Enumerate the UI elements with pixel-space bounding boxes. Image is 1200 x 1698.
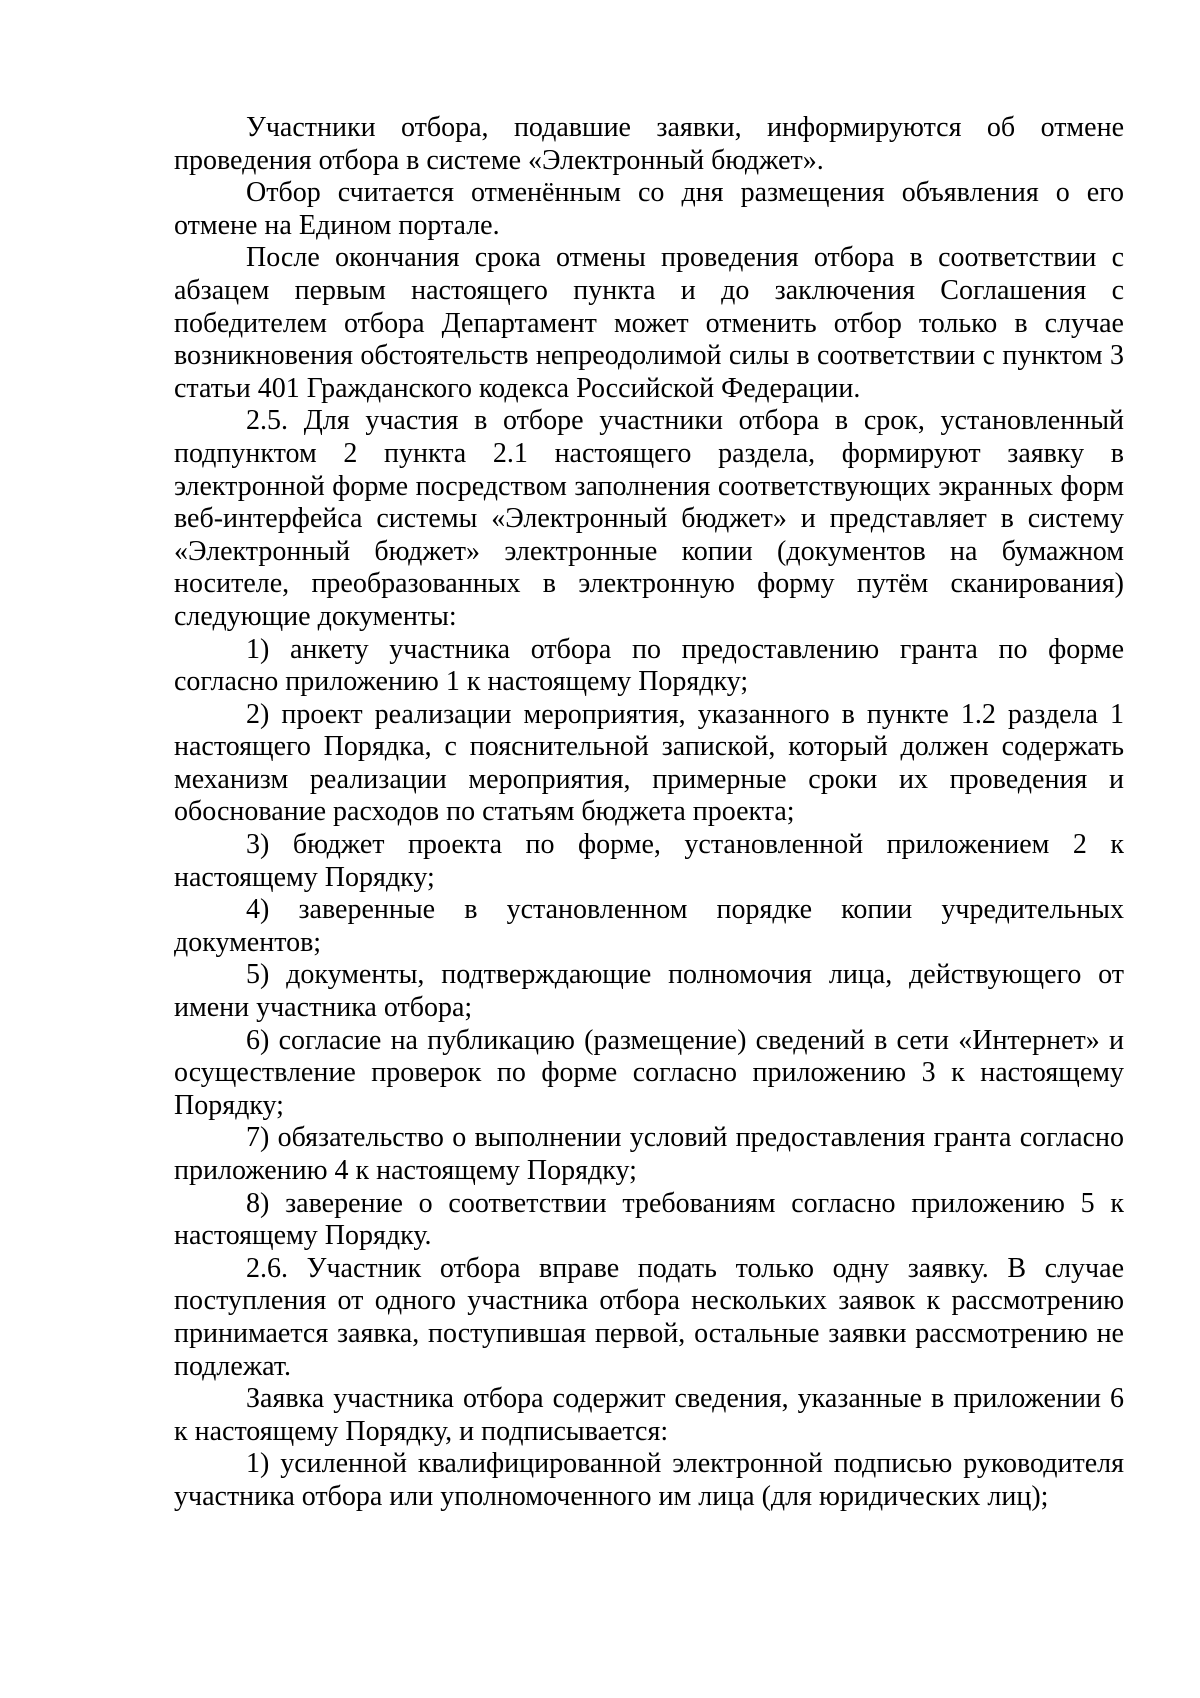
list-item-3-budget: 3) бюджет проекта по форме, установленной приложением 2 к настоящему Порядку; [174, 829, 1124, 893]
list-item-1-signature: 1) усиленной квалифицированной электронной подписью руководителя участника отбора или уполномоченного им лица (для юридических лиц); [174, 1448, 1124, 1512]
paragraph-2-5: 2.5. Для участия в отборе участники отбора в срок, установленный подпунктом 2 пункта 2.1 настоящего раздела, формируют заявку в электронной форме посредством заполнения соответствующих экранных форм веб-интерфейса системы «Электронный бюджет» и представляет в систему «Электронный бюджет» электронные копии (документов на бумажном носителе, преобразованных в электронную форму путём сканирования) следующие документы: [174, 405, 1124, 632]
list-item-7-obligation: 7) обязательство о выполнении условий предоставления гранта согласно приложению 4 к настоящему Порядку; [174, 1122, 1124, 1186]
list-item-2-project: 2) проект реализации мероприятия, указанного в пункте 1.2 раздела 1 настоящего Порядка, с пояснительной запиской, который должен содержать механизм реализации мероприятия, примерные сроки их проведения и обоснование расходов по статьям бюджета проекта; [174, 698, 1124, 828]
list-item-1-questionnaire: 1) анкету участника отбора по предоставлению гранта по форме согласно приложению 1 к настоящему Порядку; [174, 633, 1124, 698]
paragraph-2-6: 2.6. Участник отбора вправе подать только одну заявку. В случае поступления от одного участника отбора нескольких заявок к рассмотрению принимается заявка, поступившая первой, остальные заявки рассмотрению не подлежат. [174, 1252, 1124, 1382]
list-item-8-assurance: 8) заверение о соответствии требованиям согласно приложению 5 к настоящему Порядку. [174, 1187, 1124, 1252]
paragraph-force-majeure: После окончания срока отмены проведения отбора в соответствии с абзацем первым настоящего пункта и до заключения Соглашения с победителем отбора Департамент может отменить отбор только в случае возникновения обстоятельств непреодолимой силы в соответствии с пунктом 3 статьи 401 Гражданского кодекса Российской Федерации. [174, 242, 1124, 404]
paragraph-application-content: Заявка участника отбора содержит сведения, указанные в приложении 6 к настоящему Порядку, и подписывается: [174, 1383, 1124, 1447]
list-item-4-founding-docs: 4) заверенные в установленном порядке копии учредительных документов; [174, 894, 1124, 958]
paragraph-cancellation-date: Отбор считается отменённым со дня размещения объявления о его отмене на Едином портале. [174, 177, 1124, 241]
paragraph-cancellation-notice: Участники отбора, подавшие заявки, информируются об отмене проведения отбора в системе «Электронный бюджет». [174, 112, 1124, 176]
list-item-5-authority-docs: 5) документы, подтверждающие полномочия лица, действующего от имени участника отбора; [174, 959, 1124, 1024]
document-page [174, 112, 1124, 1514]
list-item-6-consent: 6) согласие на публикацию (размещение) сведений в сети «Интернет» и осуществление проверок по форме согласно приложению 3 к настоящему Порядку; [174, 1024, 1124, 1121]
